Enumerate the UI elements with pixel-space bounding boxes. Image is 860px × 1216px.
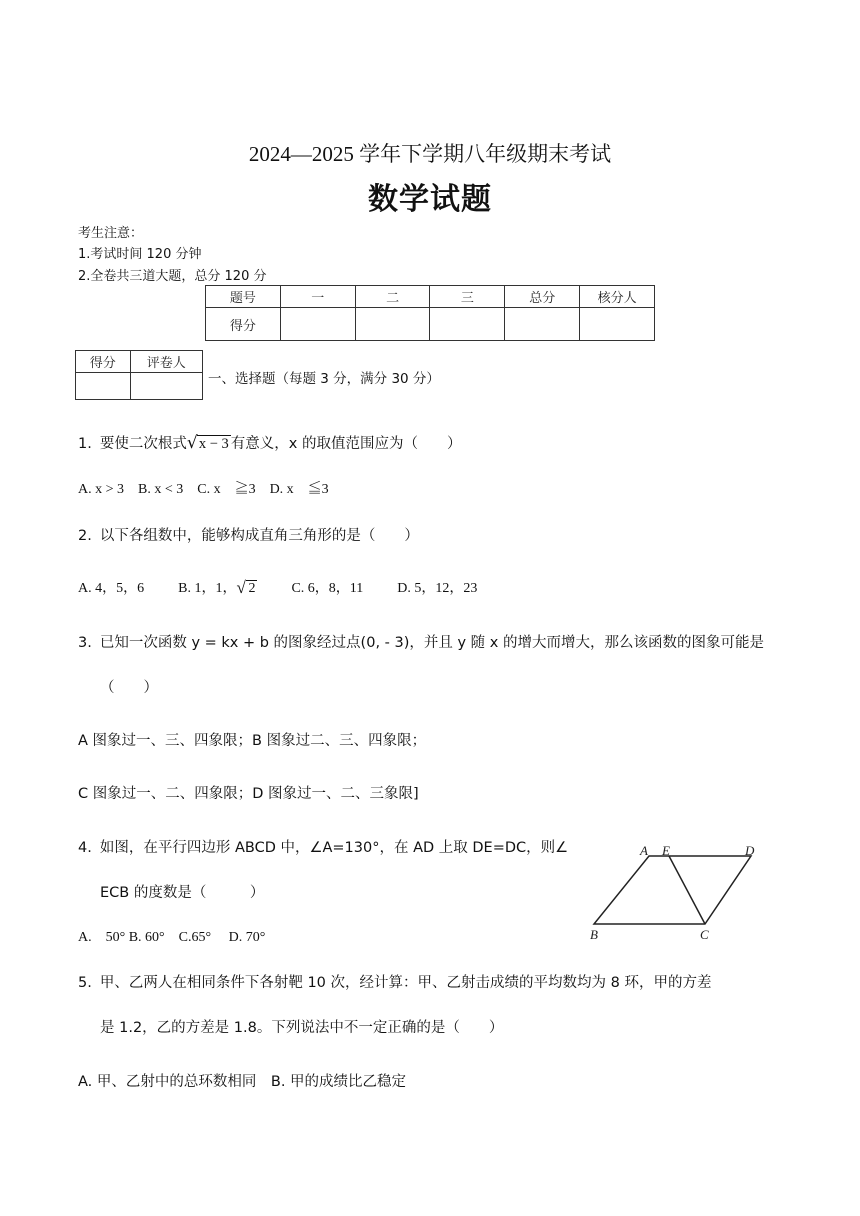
- question-text: 要使二次根式: [99, 436, 187, 452]
- grader-name-cell: [130, 373, 202, 400]
- question-3-options-2: C 图象过一、二、四象限；D 图象过一、二、三象限]: [78, 786, 419, 802]
- radical-sign-icon: √: [236, 578, 246, 597]
- grader-name-label: 评卷人: [130, 351, 202, 373]
- score-cell: [355, 308, 430, 341]
- radicand: 2: [248, 581, 256, 596]
- score-row-label: 得分: [206, 308, 281, 341]
- score-table-header: 一: [280, 286, 355, 308]
- question-text: 已知一次函数 y = kx + b 的图象经过点(0, - 3)，并且 y 随 x 的增大而增大，那么该函数的图象可能是: [99, 635, 764, 651]
- score-cell: [580, 308, 655, 341]
- question-3-options-1: A 图象过一、三、四象限；B 图象过二、三、四象限；: [78, 733, 427, 749]
- section-1-title: 一、选择题（每题 3 分，满分 30 分）: [208, 371, 440, 387]
- question-5-options: A. 甲、乙射中的总环数相同 B. 甲的成绩比乙稳定: [78, 1074, 407, 1090]
- score-table-header: 三: [430, 286, 505, 308]
- question-3-paren: （ ）: [100, 680, 158, 696]
- option-c: C. 6，8，11: [291, 581, 364, 596]
- label-b: B: [590, 927, 598, 942]
- question-1: [78, 432, 461, 453]
- grader-score-cell: [76, 373, 131, 400]
- label-d: D: [745, 843, 755, 858]
- parallelogram-figure: [585, 840, 760, 945]
- question-number: 4.: [78, 840, 92, 856]
- notice-heading: 考生注意：: [78, 226, 144, 241]
- sqrt-expression: [236, 578, 257, 597]
- score-cell: [280, 308, 355, 341]
- question-2: [78, 524, 419, 545]
- question-4: [78, 836, 568, 857]
- question-text: 甲、乙两人在相同条件下各射靶 10 次，经计算：甲、乙射击成绩的平均数均为 8 环，甲的方差: [99, 975, 712, 991]
- score-table-header: 核分人: [580, 286, 655, 308]
- question-1-options: A. x > 3 B. x < 3 C. x ≧3 D. x ≦3: [78, 482, 329, 497]
- option-b: [178, 578, 257, 597]
- score-cell: [430, 308, 505, 341]
- question-5: [78, 971, 711, 992]
- grader-score-label: 得分: [76, 351, 131, 373]
- label-c: C: [700, 927, 709, 942]
- question-number: 1.: [78, 436, 92, 452]
- question-5-line-2: 是 1.2，乙的方差是 1.8。下列说法中不一定正确的是（ ）: [100, 1020, 504, 1036]
- segment-ec: [669, 856, 705, 924]
- question-number: 5.: [78, 975, 92, 991]
- question-text: 以下各组数中，能够构成直角三角形的是（ ）: [99, 528, 419, 544]
- option-b-text: B. 1，1，: [178, 581, 237, 596]
- question-4-options: A. 50° B. 60° C.65° D. 70°: [78, 930, 266, 945]
- question-text: 有意义，x 的取值范围应为（ ）: [230, 436, 462, 452]
- score-table-header: 二: [355, 286, 430, 308]
- grader-table: [75, 350, 203, 400]
- notice-line-1: 1.考试时间 120 分钟: [78, 247, 202, 262]
- score-table-header: 总分: [505, 286, 580, 308]
- score-cell: [505, 308, 580, 341]
- radical-sign-icon: √: [186, 433, 198, 453]
- question-number: 2.: [78, 528, 92, 544]
- question-number: 3.: [78, 635, 92, 651]
- option-a: A. 4，5，6: [78, 581, 145, 596]
- subject-title: 数学试题: [368, 182, 492, 217]
- question-3: [78, 631, 764, 652]
- question-4-line-2: ECB 的度数是（ ）: [100, 885, 265, 901]
- score-table: [205, 285, 655, 341]
- exam-title: 2024—2025 学年下学期八年级期末考试: [248, 142, 612, 166]
- option-d: D. 5，12，23: [397, 581, 478, 596]
- question-2-options: [78, 577, 477, 597]
- notice-line-2: 2.全卷共三道大题，总分 120 分: [78, 269, 267, 284]
- sqrt-expression: [186, 433, 231, 453]
- score-table-header: 题号: [206, 286, 281, 308]
- parallelogram-abcd: [594, 856, 751, 924]
- radicand: x − 3: [198, 436, 229, 452]
- label-e: E: [662, 843, 670, 858]
- question-text: 如图，在平行四边形 ABCD 中，∠A=130°，在 AD 上取 DE=DC，则∠: [99, 840, 569, 856]
- label-a: A: [640, 843, 648, 858]
